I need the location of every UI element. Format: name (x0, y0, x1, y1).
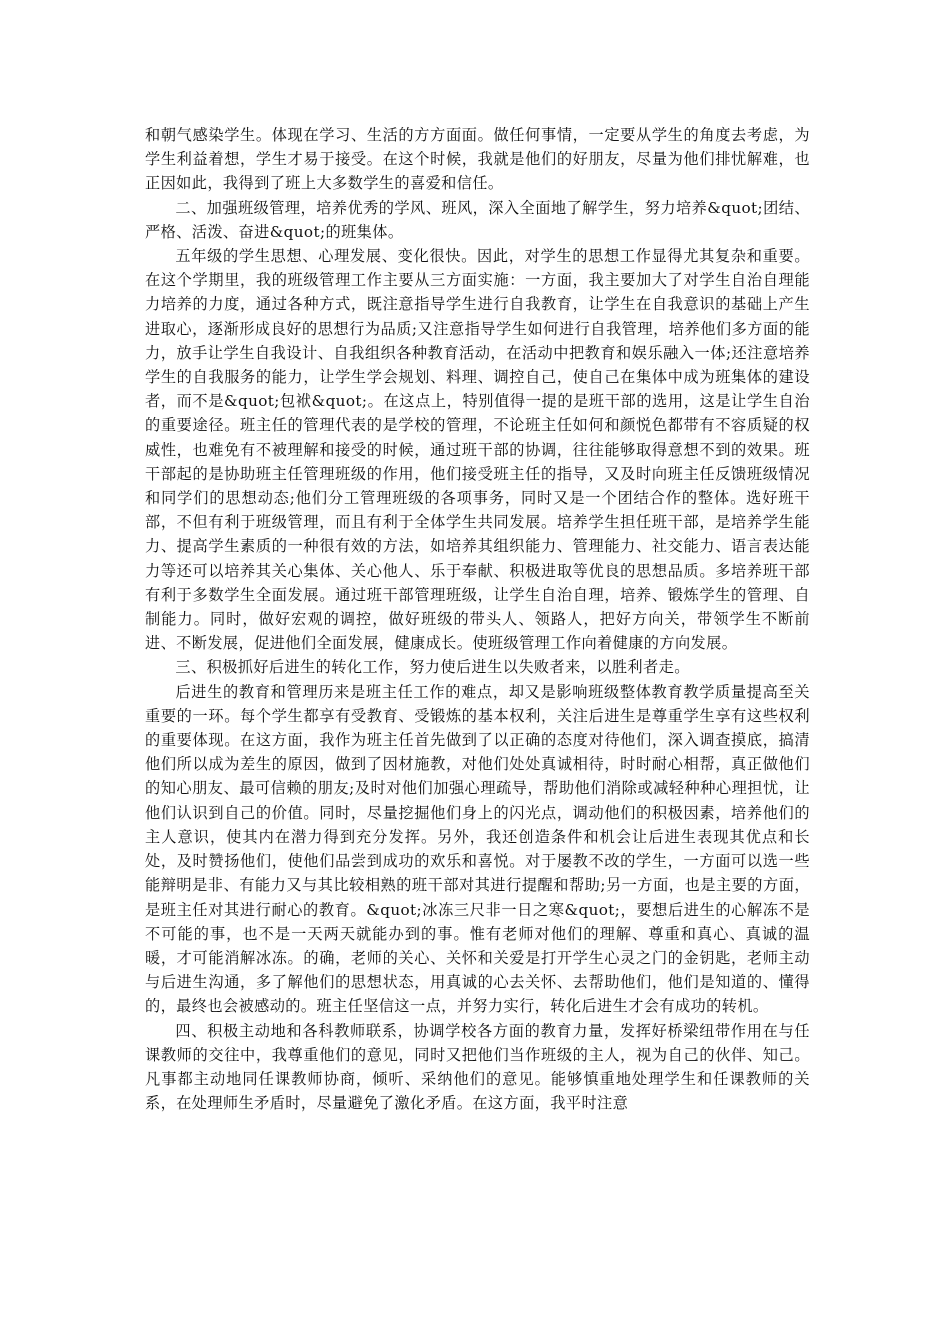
paragraph-section-2-heading: 二、加强班级管理，培养优秀的学风、班风，深入全面地了解学生，努力培养&quot;团结、严格、活泼、奋进&quot;的班集体。 (145, 198, 810, 241)
document-page (145, 123, 810, 1115)
paragraph-section-3-body: 后进生的教育和管理历来是班主任工作的难点，却又是影响班级整体教育教学质量提高至关重要的一环。每个学生都享有受教育、受锻炼的基本权利，关注后进生是尊重学生享有这些权利的重要体现。在这方面，我作为班主任首先做到了以正确的态度对待他们，深入调查摸底，搞清他们所以成为差生的原因，做到了因材施教，对他们处处真诚相待，时时耐心相帮，真正做他们的知心朋友、最可信赖的朋友;及时对他们加强心理疏导，帮助他们消除或减轻种种心理担忧，让他们认识到自己的价值。同时，尽量挖掘他们身上的闪光点，调动他们的积极因素，培养他们的主人意识，使其内在潜力得到充分发挥。另外，我还创造条件和机会让后进生表现其优点和长处，及时赞扬他们，使他们品尝到成功的欢乐和喜悦。对于屡教不改的学生，一方面可以选一些能辩明是非、有能力又与其比较相熟的班干部对其进行提醒和帮助;另一方面，也是主要的方面，是班主任对其进行耐心的教育。&quot;冰冻三尺非一日之寒&quot;，要想后进生的心解冻不是不可能的事，也不是一天两天就能办到的事。惟有老师对他们的理解、尊重和真心、真诚的温暖，才可能消解冰冻。的确，老师的关心、关怀和关爱是打开学生心灵之门的金钥匙，老师主动与后进生沟通，多了解他们的思想状态，用真诚的心去关怀、去帮助他们，他们是知道的、懂得的，最终也会被感动的。班主任坚信这一点，并努力实行，转化后进生才会有成功的转机。 (145, 682, 810, 1016)
paragraph-continuation: 和朝气感染学生。体现在学习、生活的方方面面。做任何事情，一定要从学生的角度去考虑，为学生利益着想，学生才易于接受。在这个时候，我就是他们的好朋友，尽量为他们排忧解难，也正因如此，我得到了班上大多数学生的喜爱和信任。 (145, 126, 810, 193)
paragraph-section-2-body: 五年级的学生思想、心理发展、变化很快。因此，对学生的思想工作显得尤其复杂和重要。在这个学期里，我的班级管理工作主要从三方面实施：一方面，我主要加大了对学生自治自理能力培养的力度，通过各种方式，既注意指导学生进行自我教育，让学生在自我意识的基础上产生进取心，逐渐形成良好的思想行为品质;又注意指导学生如何进行自我管理，培养他们多方面的能力，放手让学生自我设计、自我组织各种教育活动，在活动中把教育和娱乐融入一体;还注意培养学生的自我服务的能力，让学生学会规划、料理、调控自己，使自己在集体中成为班集体的建设者，而不是&quot;包袱&quot;。在这点上，特别值得一提的是班干部的选用，这是让学生自治的重要途径。班主任的管理代表的是学校的管理，不论班主任如何和颜悦色都带有不容质疑的权威性，也难免有不被理解和接受的时候，通过班干部的协调，往往能够取得意想不到的效果。班干部起的是协助班主任管理班级的作用，他们接受班主任的指导，又及时向班主任反馈班级情况和同学们的思想动态;他们分工管理班级的各项事务，同时又是一个团结合作的整体。选好班干部，不但有利于班级管理，而且有利于全体学生共同发展。培养学生担任班干部，是培养学生能力、提高学生素质的一种很有效的方法，如培养其组织能力、管理能力、社交能力、语言表达能力等还可以培养其关心集体、关心他人、乐于奉献、积极进取等优良的思想品质。多培养班干部有利于多数学生全面发展。通过班干部管理班级，让学生自治自理，培养、锻炼学生的管理、自制能力。同时，做好宏观的调控，做好班级的带头人、领路人，把好方向关，带领学生不断前进、不断发展，促进他们全面发展，健康成长。使班级管理工作向着健康的方向发展。 (145, 247, 810, 653)
paragraph-section-3-heading: 三、积极抓好后进生的转化工作，努力使后进生以失败者来，以胜利者走。 (175, 658, 690, 677)
paragraph-section-4: 四、积极主动地和各科教师联系，协调学校各方面的教育力量，发挥好桥梁纽带作用在与任课教师的交往中，我尊重他们的意见，同时又把他们当作班级的主人，视为自己的伙伴、知己。凡事都主动地同任课教师协商，倾听、采纳他们的意见。能够慎重地处理学生和任课教师的关系，在处理师生矛盾时，尽量避免了激化矛盾。在这方面，我平时注意 (145, 1021, 810, 1113)
